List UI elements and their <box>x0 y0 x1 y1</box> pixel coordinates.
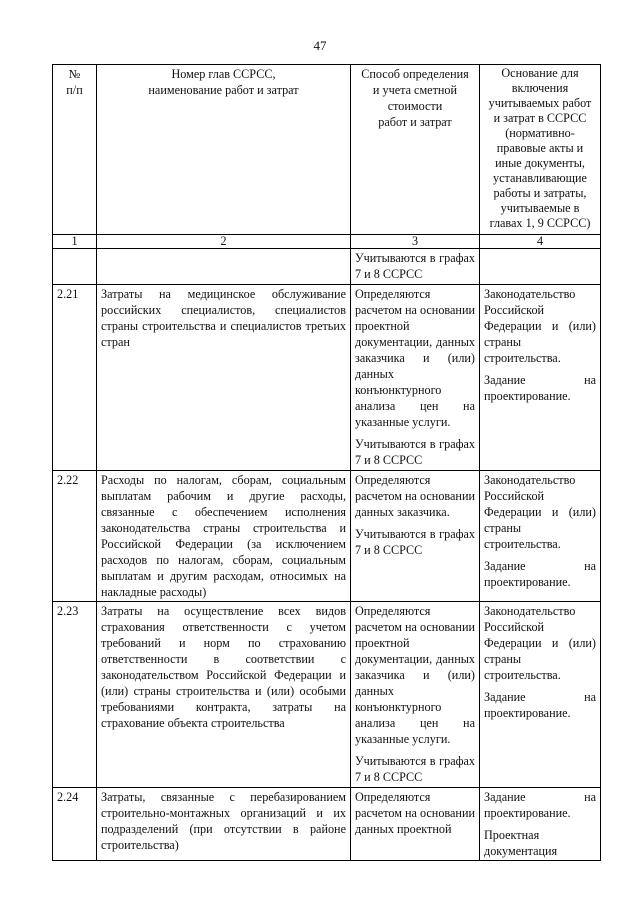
header-basis: Основание для включения учитываемых работ и затрат в ССРСС (нормативно- правовые акты и иные документы, устанавливающие работы и затраты, учитываемые в главах 1, 9 ССРСС) <box>480 65 601 235</box>
row-basis: Законодательство Российской Федерации и (или) страны строительства. Задание на проектирование. <box>480 602 601 788</box>
row-method: Определяются расчетом на основании данных заказчика. Учитываются в графах 7 и 8 ССРСС <box>351 471 480 602</box>
column-number: 4 <box>480 235 601 249</box>
header-name: Номер глав ССРСС, наименование работ и затрат <box>97 65 351 235</box>
row-method: Определяются расчетом на основании данных проектной <box>351 788 480 861</box>
column-number: 3 <box>351 235 480 249</box>
row-basis: Законодательство Российской Федерации и (или) страны строительства. Задание на проектирование. <box>480 471 601 602</box>
column-number: 2 <box>97 235 351 249</box>
row-method: Определяются расчетом на основании проектной документации, данных заказчика и (или) данных конъюнктурного анализа цен на указанные услуги. Учитываются в графах 7 и 8 ССРСС <box>351 602 480 788</box>
row-basis: Задание на проектирование. Проектная документация <box>480 788 601 861</box>
carry-over-row <box>53 249 601 285</box>
column-number-row <box>53 235 601 249</box>
costs-table <box>52 64 601 861</box>
row-method: Определяются расчетом на основании проектной документации, данных заказчика и (или) данных конъюнктурного анализа цен на указанные услуги. Учитываются в графах 7 и 8 ССРСС <box>351 285 480 471</box>
table-row <box>53 788 601 861</box>
table-row <box>53 285 601 471</box>
row-number: 2.24 <box>53 788 97 861</box>
row-name: Затраты на медицинское обслуживание российских специалистов, специалистов страны строительства и специалистов третьих стран <box>97 285 351 471</box>
page-number: 47 <box>313 38 327 53</box>
row-name: Затраты на осуществление всех видов страхования ответственности с учетом требований и норм по страхованию ответственности в соответствии с законодательством Российской Федерации и (или) страны строительства и (или) особыми требованиями контракта, затраты на страхование объекта строительства <box>97 602 351 788</box>
table-row <box>53 602 601 788</box>
header-row <box>53 65 601 235</box>
header-number: № п/п <box>53 65 97 235</box>
row-number: 2.22 <box>53 471 97 602</box>
carry-over-method: Учитываются в графах 7 и 8 ССРСС <box>351 249 480 285</box>
column-number: 1 <box>53 235 97 249</box>
row-number: 2.21 <box>53 285 97 471</box>
row-number: 2.23 <box>53 602 97 788</box>
table-row <box>53 471 601 602</box>
header-method: Способ определения и учета сметной стоимости работ и затрат <box>351 65 480 235</box>
row-name: Затраты, связанные с перебазированием строительно-монтажных организаций и их подразделений (при отсутствии в районе строительства) <box>97 788 351 861</box>
row-name: Расходы по налогам, сборам, социальным выплатам рабочим и другие расходы, связанные с обеспечением исполнения законодательства страны строительства и Российской Федерации (за исключением расходов по налогам, сборам, социальным выплатам и другим расходам, относимых на накладные расходы) <box>97 471 351 602</box>
row-basis: Законодательство Российской Федерации и (или) страны строительства. Задание на проектирование. <box>480 285 601 471</box>
